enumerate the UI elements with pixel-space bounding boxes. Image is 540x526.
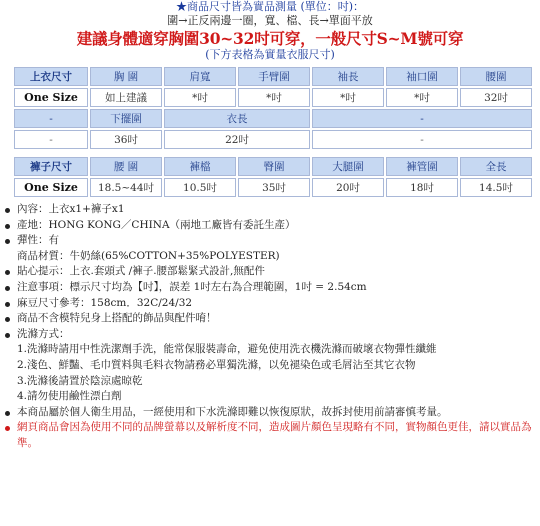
info-elastic <box>0 233 540 249</box>
pants-size-label: 褲子尺寸 <box>14 157 88 176</box>
content-text: 內容：上衣x1+褲子x1 <box>17 203 125 215</box>
top-size-label: 上衣尺寸 <box>14 67 88 86</box>
crotch-header: 褲檔 <box>164 157 236 176</box>
hem-header: 下擺圍 <box>90 109 162 128</box>
pants-value-row <box>14 178 532 197</box>
wash-step-1: 1.洗滌時請用中性洗潔劑手洗，能常保服裝壽命，避免使用洗衣機洗滌而破壞衣物彈性纖維 <box>17 343 437 356</box>
arm-header: 手臂圍 <box>238 67 310 86</box>
bullet-icon <box>5 317 10 322</box>
top-value-row-2 <box>14 130 532 149</box>
cuff-header: 袖口圍 <box>386 67 458 86</box>
recommend-title: 建議身體適穿胸圍30~32吋可穿，一般尺寸S~M號可穿 <box>76 29 464 48</box>
info-color-note <box>0 420 540 451</box>
hygiene-text: 本商品屬於個人衛生用品，一經使用和下水洗滌即難以恢復原狀，故拆封使用前請審慎考量。 <box>17 405 448 418</box>
top-blank-value-right: - <box>312 130 532 149</box>
chest-header: 胸 圍 <box>90 67 162 86</box>
info-accessories <box>0 311 540 327</box>
bullet-icon <box>5 333 10 338</box>
measure-note-line1 <box>0 0 540 14</box>
length-header: 衣長 <box>164 109 310 128</box>
info-wash <box>0 327 540 405</box>
table-note: (下方表格為實量衣服尺寸) <box>205 48 335 61</box>
top-blank-header: - <box>14 109 88 128</box>
leg-opening-value: 18吋 <box>386 178 458 197</box>
pants-waist-header: 腰 圍 <box>90 157 162 176</box>
elastic-text: 彈性：有 <box>17 234 59 247</box>
info-hygiene <box>0 405 540 421</box>
bullet-icon <box>5 302 10 307</box>
thigh-value: 20吋 <box>312 178 384 197</box>
top-size-value: One Size <box>14 88 88 107</box>
top-value-row <box>14 88 532 107</box>
hip-value: 35吋 <box>238 178 310 197</box>
sleeve-length-value: *吋 <box>312 88 384 107</box>
thigh-header: 大腿圍 <box>312 157 384 176</box>
pants-length-header: 全長 <box>460 157 532 176</box>
pants-waist-value: 18.5~44吋 <box>90 178 162 197</box>
tip-text: 貼心提示：上衣.套頭式 /褲子.腰部鬆緊式設計,無配件 <box>17 265 265 278</box>
top-header-row <box>14 67 532 86</box>
chest-value: 如上建議 <box>90 88 162 107</box>
model-text: 麻豆尺寸參考：158cm．32C/24/32 <box>17 296 193 309</box>
material-text: 商品材質：牛奶絲(65%COTTON+35%POLYESTER) <box>17 249 280 262</box>
waist-value: 32吋 <box>460 88 532 107</box>
hip-header: 臀圍 <box>238 157 310 176</box>
arm-value: *吋 <box>238 88 310 107</box>
top-blank-value: - <box>14 130 88 149</box>
top-header-row-2 <box>14 109 532 128</box>
pants-header-row <box>14 157 532 176</box>
bullet-icon <box>5 208 10 213</box>
wash-step-2: 2.淺色、鮮豔、毛巾質料與毛料衣物請務必單獨洗滌，以免褪染色或毛屑沾至其它衣物 <box>17 358 416 371</box>
length-value: 22吋 <box>164 130 310 149</box>
info-model <box>0 296 540 312</box>
accessories-text: 商品不含模特兒身上搭配的飾品與配件唷！ <box>17 312 217 325</box>
top-blank-header-right: - <box>312 109 532 128</box>
leg-opening-header: 褲管圍 <box>386 157 458 176</box>
bullet-icon <box>5 286 10 291</box>
bullet-icon <box>5 224 10 229</box>
top-size-table <box>12 65 534 151</box>
pants-size-table <box>12 155 534 199</box>
measure-note-text: ★商品尺寸皆為實品測量 (單位：吋)： <box>175 0 365 13</box>
waist-header: 腰圍 <box>460 67 532 86</box>
measure-note-line2: 圍→正反兩邊一圈，寬、檔、長→單面平放 <box>167 14 373 27</box>
info-origin <box>0 218 540 234</box>
pants-size-value: One Size <box>14 178 88 197</box>
cuff-value: *吋 <box>386 88 458 107</box>
notice-text: 注意事項：標示尺寸均為【吋】，誤差 1吋左右為合理範圍，1吋 = 2.54cm <box>17 280 367 293</box>
product-info-list <box>0 202 540 452</box>
info-content <box>0 202 540 218</box>
wash-step-4: 4.請勿使用鹼性漂白劑 <box>17 390 122 403</box>
hem-value: 36吋 <box>90 130 162 149</box>
bullet-icon <box>5 270 10 275</box>
size-header <box>0 0 540 62</box>
bullet-icon <box>5 426 10 431</box>
info-tip <box>0 264 540 280</box>
sleeve-length-header: 袖長 <box>312 67 384 86</box>
color-note-text: 網頁商品會因為使用不同的品牌螢幕以及解析度不同，造成圖片顏色呈現略有不同，實物顏色更佳，請以實品為準。 <box>17 421 532 449</box>
bullet-icon <box>5 411 10 416</box>
bullet-icon <box>5 239 10 244</box>
pants-length-value: 14.5吋 <box>460 178 532 197</box>
info-material <box>0 249 540 265</box>
info-notice <box>0 280 540 296</box>
wash-step-3: 3.洗滌後請置於陰涼處晾乾 <box>17 374 143 387</box>
origin-text: 產地：HONG KONG／CHINA（兩地工廠皆有委託生產） <box>17 218 296 231</box>
crotch-value: 10.5吋 <box>164 178 236 197</box>
shoulder-header: 肩寬 <box>164 67 236 86</box>
wash-title: 洗滌方式： <box>17 327 70 340</box>
shoulder-value: *吋 <box>164 88 236 107</box>
